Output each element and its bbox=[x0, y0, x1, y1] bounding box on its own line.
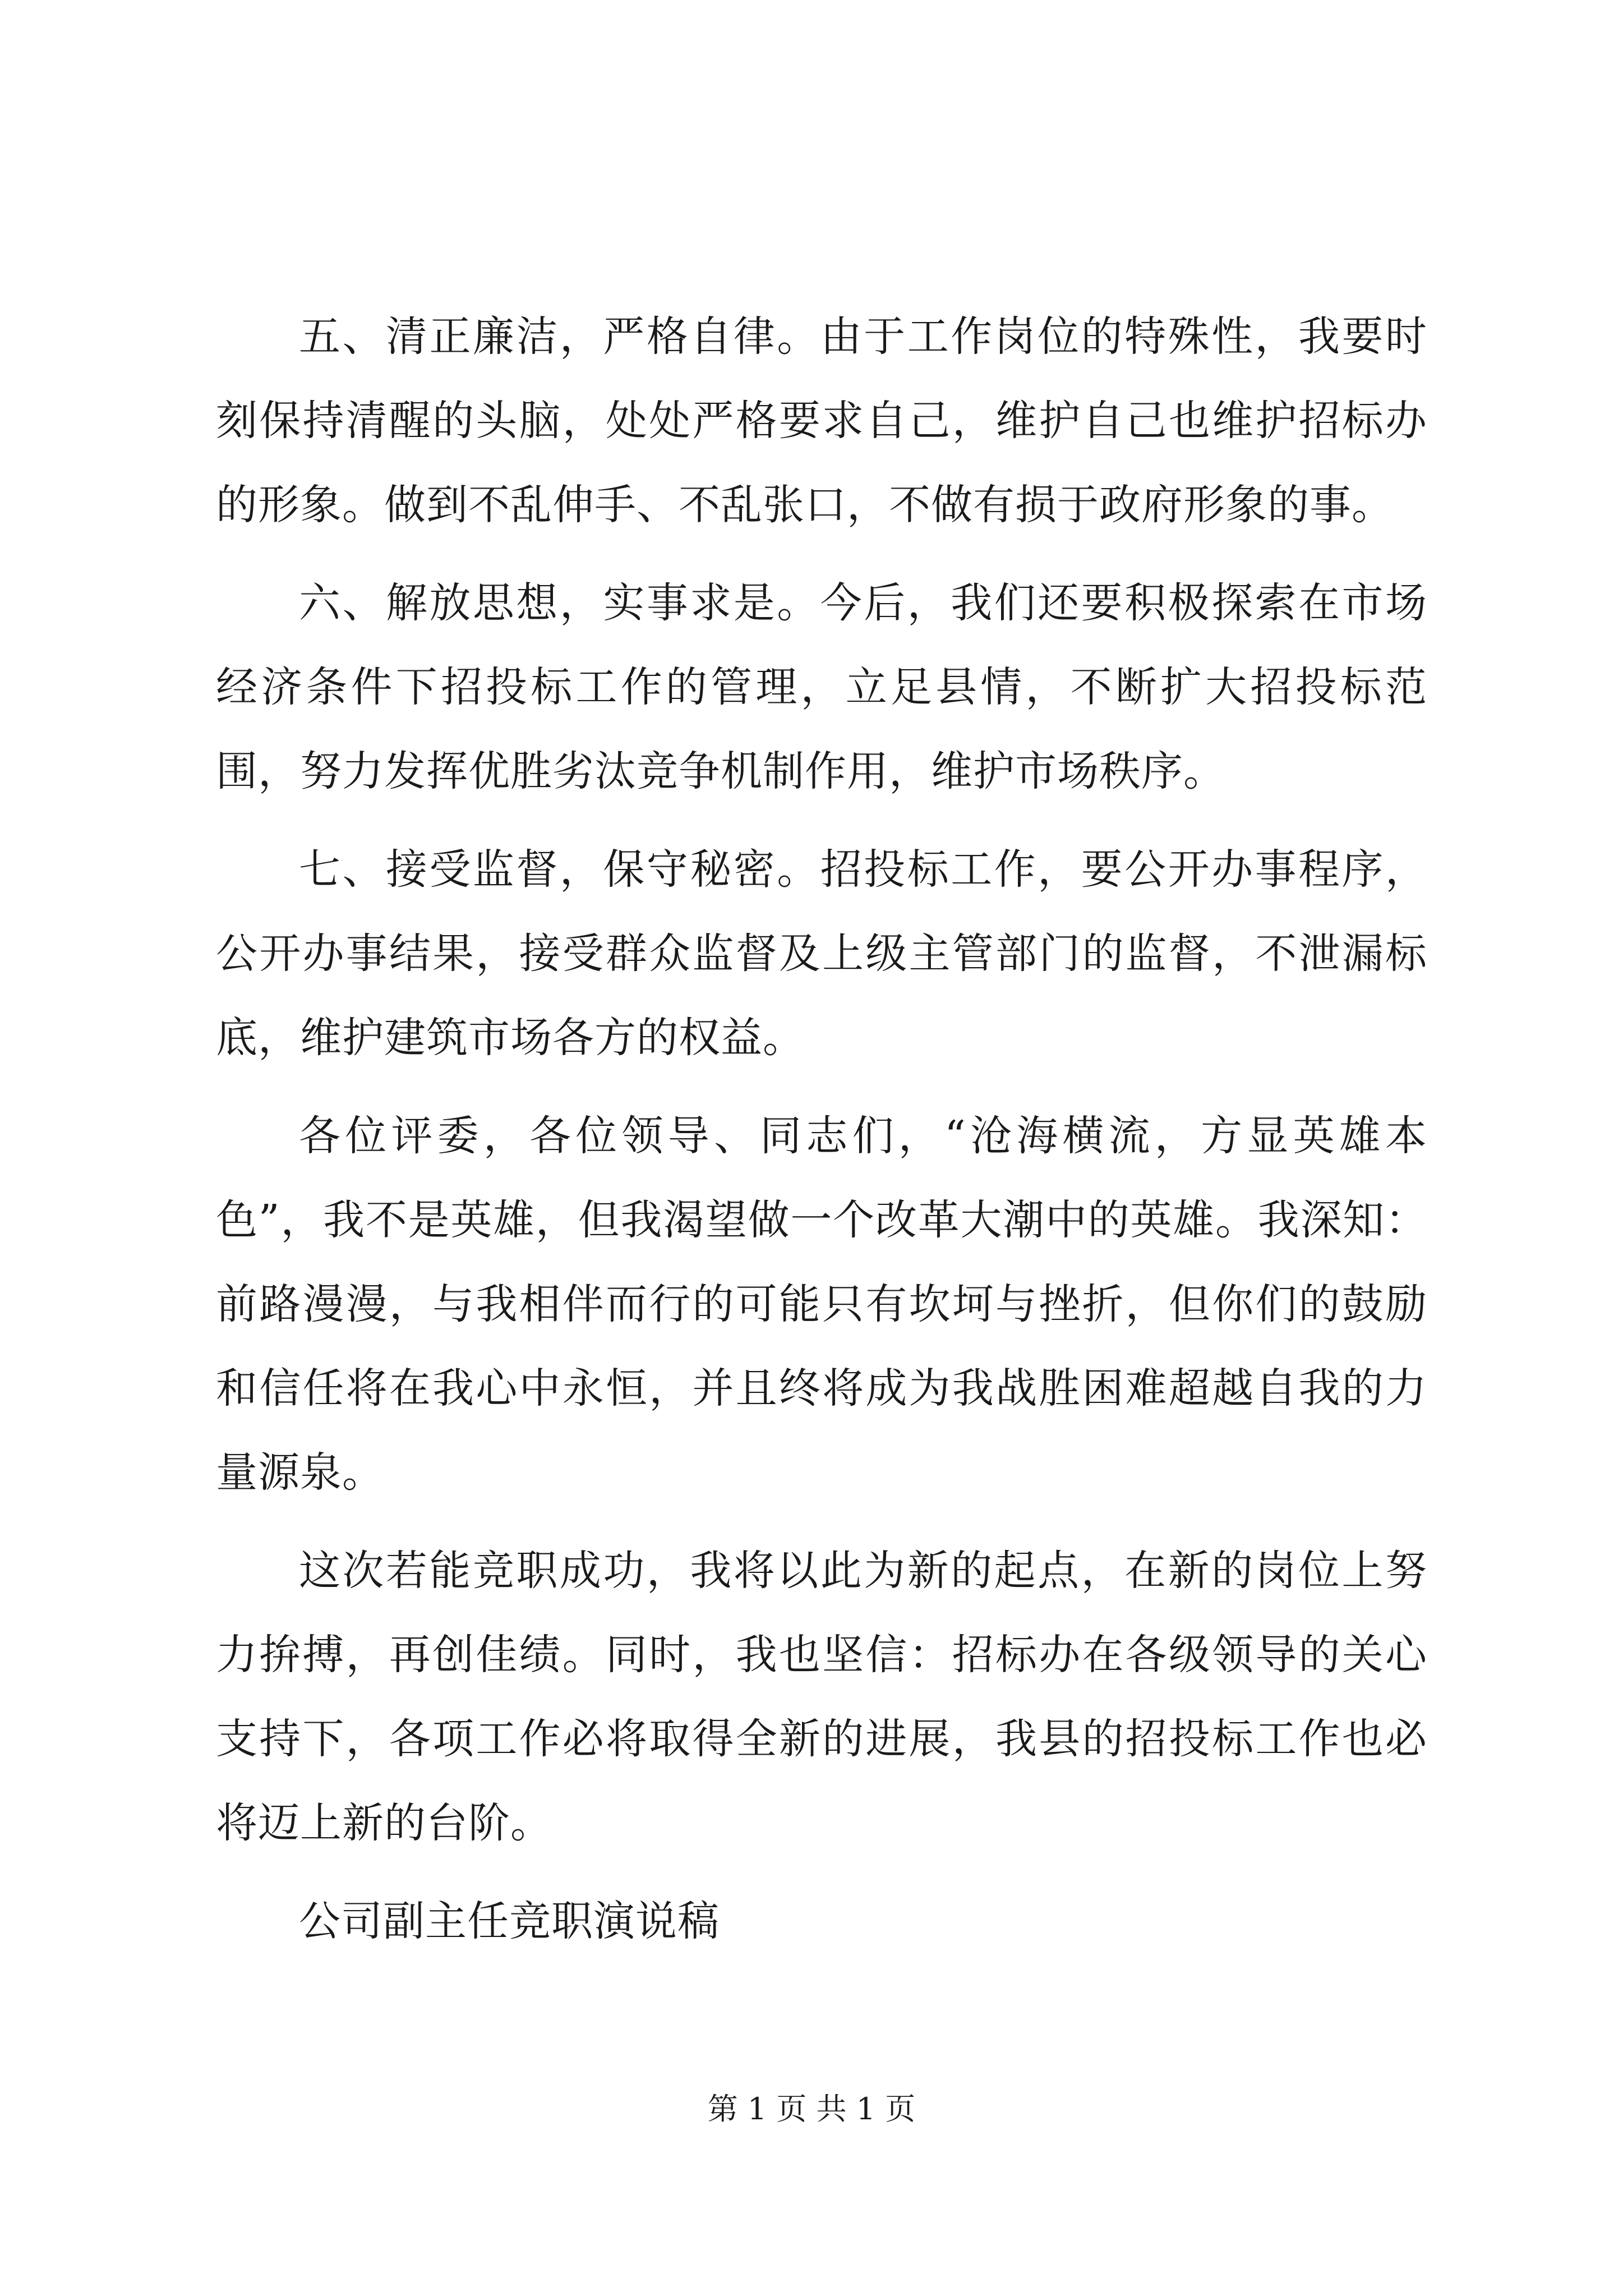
next-speech-title: 公司副主任竞职演说稿 bbox=[299, 1897, 720, 1945]
page-footer: 第 1 页 共 1 页 bbox=[707, 2091, 916, 2127]
paragraph-address-judges: 各位评委，各位领导、同志们，“沧海横流，方显英雄本色”，我不是英雄，但我渴望做一个改革大潮中的英雄。我深知：前路漫漫，与我相伴而行的可能只有坎坷与挫折，但你们的鼓励和信任将在我心中永恒，并且终将成为我战胜困难超越自我的力量源泉。 bbox=[216, 1112, 1427, 1497]
paragraph-supervision: 七、接受监督，保守秘密。招投标工作，要公开办事程序，公开办事结果，接受群众监督及上级主管部门的监督，不泄漏标底，维护建筑市场各方的权益。 bbox=[216, 845, 1427, 1062]
paragraph-integrity: 五、清正廉洁，严格自律。由于工作岗位的特殊性，我要时刻保持清醒的头脑，处处严格要求自己，维护自己也维护招标办的形象。做到不乱伸手、不乱张口，不做有损于政府形象的事。 bbox=[216, 312, 1427, 529]
document-body bbox=[216, 295, 1427, 1977]
paragraph-closing: 这次若能竞职成功，我将以此为新的起点，在新的岗位上努力拚搏，再创佳绩。同时，我也坚信：招标办在各级领导的关心支持下，各项工作必将取得全新的进展，我县的招投标工作也必将迈上新的台阶。 bbox=[216, 1547, 1427, 1847]
paragraph-emancipate-mind: 六、解放思想，实事求是。今后，我们还要积极探索在市场经济条件下招投标工作的管理，立足县情，不断扩大招投标范围，努力发挥优胜劣汰竞争机制作用，维护市场秩序。 bbox=[216, 579, 1427, 795]
